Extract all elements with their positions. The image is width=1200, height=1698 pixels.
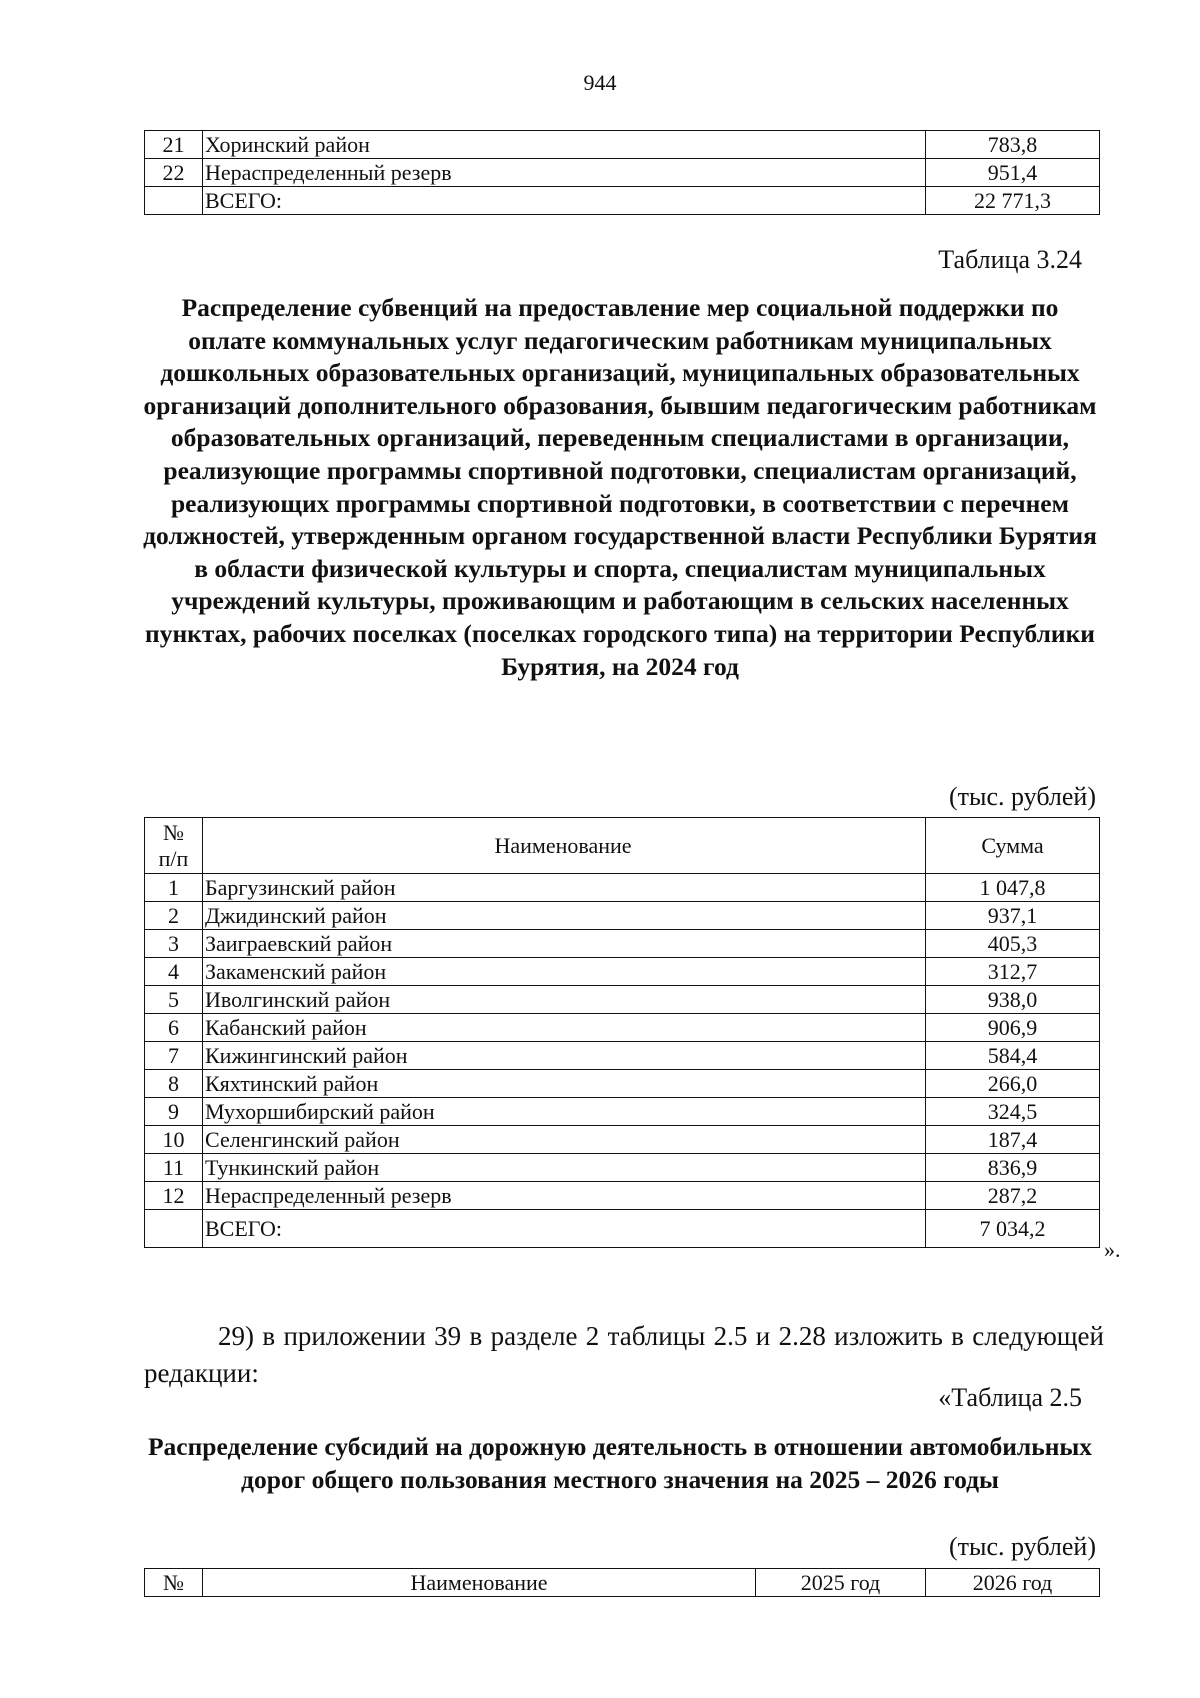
- table-continued: [144, 130, 1100, 215]
- row-name: Иволгинский район: [203, 986, 926, 1014]
- row-number: 7: [145, 1042, 203, 1070]
- row-number: 1: [145, 874, 203, 902]
- row-number: 6: [145, 1014, 203, 1042]
- table-caption-3-24: Таблица 3.24: [938, 245, 1082, 274]
- row-name: Кабанский район: [203, 1014, 926, 1042]
- row-sum: 266,0: [926, 1070, 1100, 1098]
- row-sum: 405,3: [926, 930, 1100, 958]
- row-number: 5: [145, 986, 203, 1014]
- row-number: 8: [145, 1070, 203, 1098]
- row-sum: 937,1: [926, 902, 1100, 930]
- row-name: Мухоршибирский район: [203, 1098, 926, 1126]
- table-2-5: [144, 1568, 1100, 1597]
- table-caption-2-5: «Таблица 2.5: [938, 1383, 1082, 1412]
- row-sum: 951,4: [926, 159, 1100, 187]
- row-name: Закаменский район: [203, 958, 926, 986]
- row-sum: 783,8: [926, 131, 1100, 159]
- row-number: 22: [145, 159, 203, 187]
- table-row: [145, 1070, 1100, 1098]
- table-row: [145, 1098, 1100, 1126]
- table-row: [145, 131, 1100, 159]
- header-number: [145, 818, 203, 874]
- unit-label: (тыс. рублей): [948, 782, 1096, 811]
- row-sum: 938,0: [926, 986, 1100, 1014]
- row-name: Баргузинский район: [203, 874, 926, 902]
- row-number: 12: [145, 1182, 203, 1210]
- row-number: 10: [145, 1126, 203, 1154]
- page-number: 944: [583, 70, 617, 95]
- row-sum: 906,9: [926, 1014, 1100, 1042]
- paragraph-29: 29) в приложении 39 в разделе 2 таблицы 2.5 и 2.28 изложить в следующей редакции:: [144, 1321, 1104, 1388]
- row-name: Селенгинский район: [203, 1126, 926, 1154]
- unit-label-2-5: (тыс. рублей): [948, 1532, 1096, 1561]
- table-row: [145, 930, 1100, 958]
- row-sum: 584,4: [926, 1042, 1100, 1070]
- row-sum: 7 034,2: [926, 1210, 1100, 1248]
- row-number: 9: [145, 1098, 203, 1126]
- table-row: [145, 958, 1100, 986]
- table-header-row: [145, 1569, 1100, 1597]
- header-year-2026: 2026 год: [926, 1569, 1100, 1597]
- row-number: 11: [145, 1154, 203, 1182]
- header-number: №: [145, 1569, 203, 1597]
- table-row-total: [145, 1210, 1100, 1248]
- table-title-3-24: Распределение субвенций на предоставление мер социальной поддержки по оплате коммунальных услуг педагогическим работникам муниципальных дошкольных образовательных организаций, муниципальных образовательных организаций дополнительного образования, бывшим педагогическим работникам образовательных организаций, переведенным специалистами в организации, реализующие программы спортивной подготовки, специалистам организаций, реализующих программы спортивной подготовки, в соответствии с перечнем должностей, утвержденным органом государственной власти Республики Бурятия в области физической культуры и спорта, специалистам муниципальных учреждений культуры, проживающим и работающим в сельских населенных пунктах, рабочих поселках (поселках городского типа) на территории Республики Бурятия, на 2024 год: [143, 293, 1097, 681]
- header-name: Наименование: [203, 818, 926, 874]
- row-sum: 22 771,3: [926, 187, 1100, 215]
- row-name: ВСЕГО:: [203, 187, 926, 215]
- row-sum: 324,5: [926, 1098, 1100, 1126]
- table-row-total: [145, 187, 1100, 215]
- table-3-24: [144, 817, 1100, 1248]
- header-sum: Сумма: [926, 818, 1100, 874]
- row-number: 2: [145, 902, 203, 930]
- table-row: [145, 1042, 1100, 1070]
- table-row: [145, 986, 1100, 1014]
- row-sum: 312,7: [926, 958, 1100, 986]
- header-name: Наименование: [203, 1569, 756, 1597]
- table-row: [145, 1014, 1100, 1042]
- table-row: [145, 874, 1100, 902]
- row-number: 4: [145, 958, 203, 986]
- row-name: Нераспределенный резерв: [203, 159, 926, 187]
- row-name: Нераспределенный резерв: [203, 1182, 926, 1210]
- row-number: [145, 1210, 203, 1248]
- row-number: [145, 187, 203, 215]
- header-number-line2: п/п: [158, 845, 189, 871]
- header-year-2025: 2025 год: [756, 1569, 926, 1597]
- table-header-row: [145, 818, 1100, 874]
- table-title-2-5: Распределение субсидий на дорожную деятельность в отношении автомобильных дорог общего пользования местного значения на 2025 – 2026 годы: [147, 1432, 1093, 1494]
- table-row: [145, 1154, 1100, 1182]
- row-sum: 187,4: [926, 1126, 1100, 1154]
- closing-quote: ».: [1104, 1237, 1121, 1262]
- row-name: Заиграевский район: [203, 930, 926, 958]
- row-name: Хоринский район: [203, 131, 926, 159]
- row-sum: 836,9: [926, 1154, 1100, 1182]
- row-name: Кижингинский район: [203, 1042, 926, 1070]
- row-name: Кяхтинский район: [203, 1070, 926, 1098]
- table-row: [145, 1182, 1100, 1210]
- header-number-line1: №: [163, 819, 184, 845]
- row-sum: 287,2: [926, 1182, 1100, 1210]
- row-number: 21: [145, 131, 203, 159]
- row-number: 3: [145, 930, 203, 958]
- row-name: ВСЕГО:: [203, 1210, 926, 1248]
- row-sum: 1 047,8: [926, 874, 1100, 902]
- table-row: [145, 902, 1100, 930]
- row-name: Джидинский район: [203, 902, 926, 930]
- table-row: [145, 159, 1100, 187]
- row-name: Тункинский район: [203, 1154, 926, 1182]
- table-row: [145, 1126, 1100, 1154]
